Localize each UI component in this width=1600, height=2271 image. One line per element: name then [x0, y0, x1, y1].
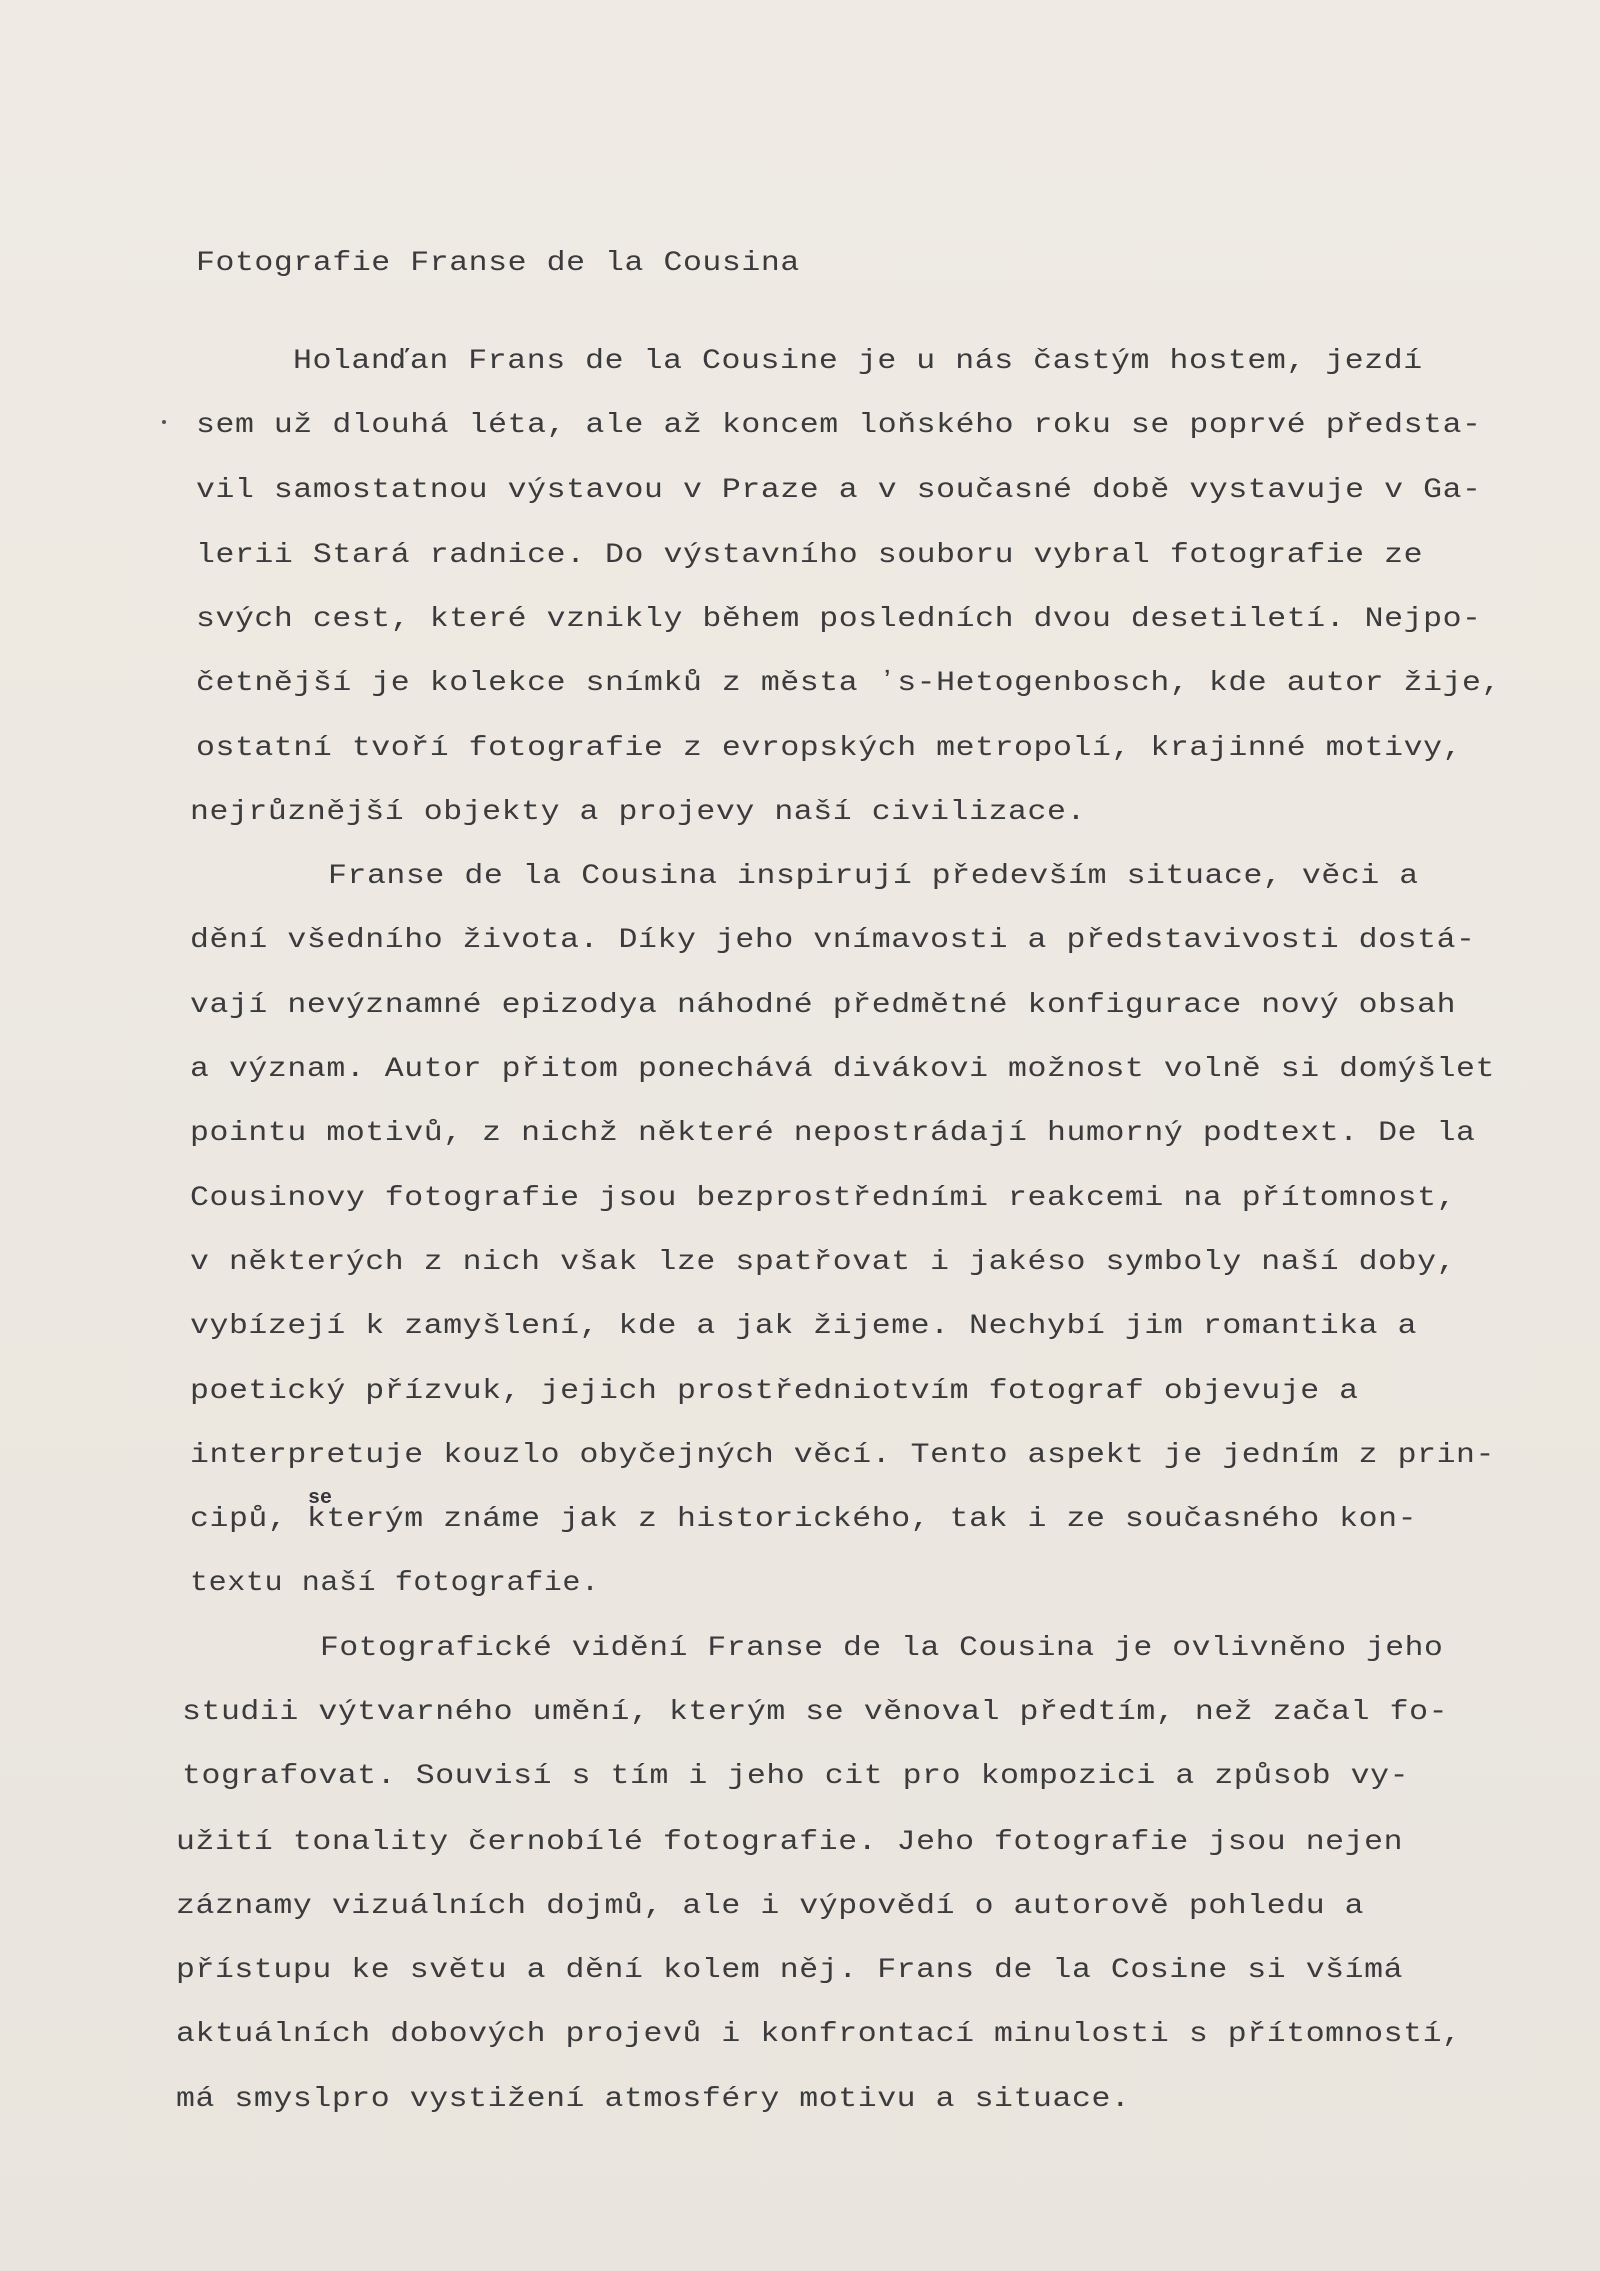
text-line: Holanďan Frans de la Cousine je u nás častým hostem, jezdí [293, 346, 1423, 377]
text-line: vybízejí k zamyšlení, kde a jak žijeme. Nechybí jim romantika a [190, 1311, 1418, 1342]
text-line: nejrůznější objekty a projevy naší civilizace. [190, 797, 1086, 828]
text-line: tografovat. Souvisí s tím i jeho cit pro kompozici a způsob vy- [182, 1761, 1410, 1792]
text-line: studii výtvarného umění, kterým se věnoval předtím, než začal fo- [182, 1697, 1449, 1728]
text-line: přístupu ke světu a dění kolem něj. Frans de la Cosine si všímá [176, 1955, 1404, 1986]
text-line: lerii Stará radnice. Do výstavního souboru vybral fotografie ze [196, 540, 1424, 571]
text-line: Franse de la Cousina inspirují především situace, věci a [328, 861, 1419, 892]
text-line: cipů, kterým známe jak z historického, tak i ze současného kon- [190, 1504, 1418, 1535]
text-line: aktuálních dobových projevů i konfrontací minulosti s přítomností, [176, 2019, 1462, 2050]
text-line: sem už dlouhá léta, ale až koncem loňského roku se poprvé předsta- [196, 410, 1482, 441]
text-line: textu naší fotografie. [190, 1568, 600, 1599]
text-line: poetický přízvuk, jejich prostředniotvím fotograf objevuje a [190, 1376, 1359, 1407]
text-line: v některých z nich však lze spatřovat i jakéso symboly naší doby, [190, 1247, 1457, 1278]
text-line: Fotografické vidění Franse de la Cousina je ovlivněno jeho [320, 1633, 1444, 1664]
text-line: vají nevýznamné epizodya náhodné předmětné konfigurace nový obsah [190, 990, 1457, 1021]
text-line: pointu motivů, z nichž některé nepostrádají humorný podtext. De la [190, 1118, 1476, 1149]
text-line: má smyslpro vystižení atmosféry motivu a situace. [176, 2084, 1131, 2115]
text-line: ostatní tvoří fotografie z evropských metropolí, krajinné motivy, [196, 733, 1463, 764]
text-line: Cousinovy fotografie jsou bezprostředními reakcemi na přítomnost, [190, 1183, 1457, 1214]
text-line: vil samostatnou výstavou v Praze a v současné době vystavuje v Ga- [196, 475, 1482, 506]
insertion-mark: se [308, 1487, 333, 1510]
margin-mark [162, 420, 166, 424]
text-line: četnější je kolekce snímků z města ʼs-Hetogenbosch, kde autor žije, [196, 668, 1502, 699]
document-title: Fotografie Franse de la Cousina [196, 248, 800, 279]
text-line: dění všedního života. Díky jeho vnímavosti a představivosti dostá- [190, 925, 1476, 956]
text-line: užití tonality černobílé fotografie. Jeho fotografie jsou nejen [176, 1827, 1404, 1858]
text-line: interpretuje kouzlo obyčejných věcí. Tento aspekt je jedním z prin- [190, 1440, 1496, 1471]
text-line: a význam. Autor přitom ponechává divákovi možnost volně si domýšlet [190, 1054, 1496, 1085]
text-line: svých cest, které vznikly během posledních dvou desetiletí. Nejpo- [196, 604, 1482, 635]
text-line: záznamy vizuálních dojmů, ale i výpovědí o autorově pohledu a [176, 1891, 1365, 1922]
